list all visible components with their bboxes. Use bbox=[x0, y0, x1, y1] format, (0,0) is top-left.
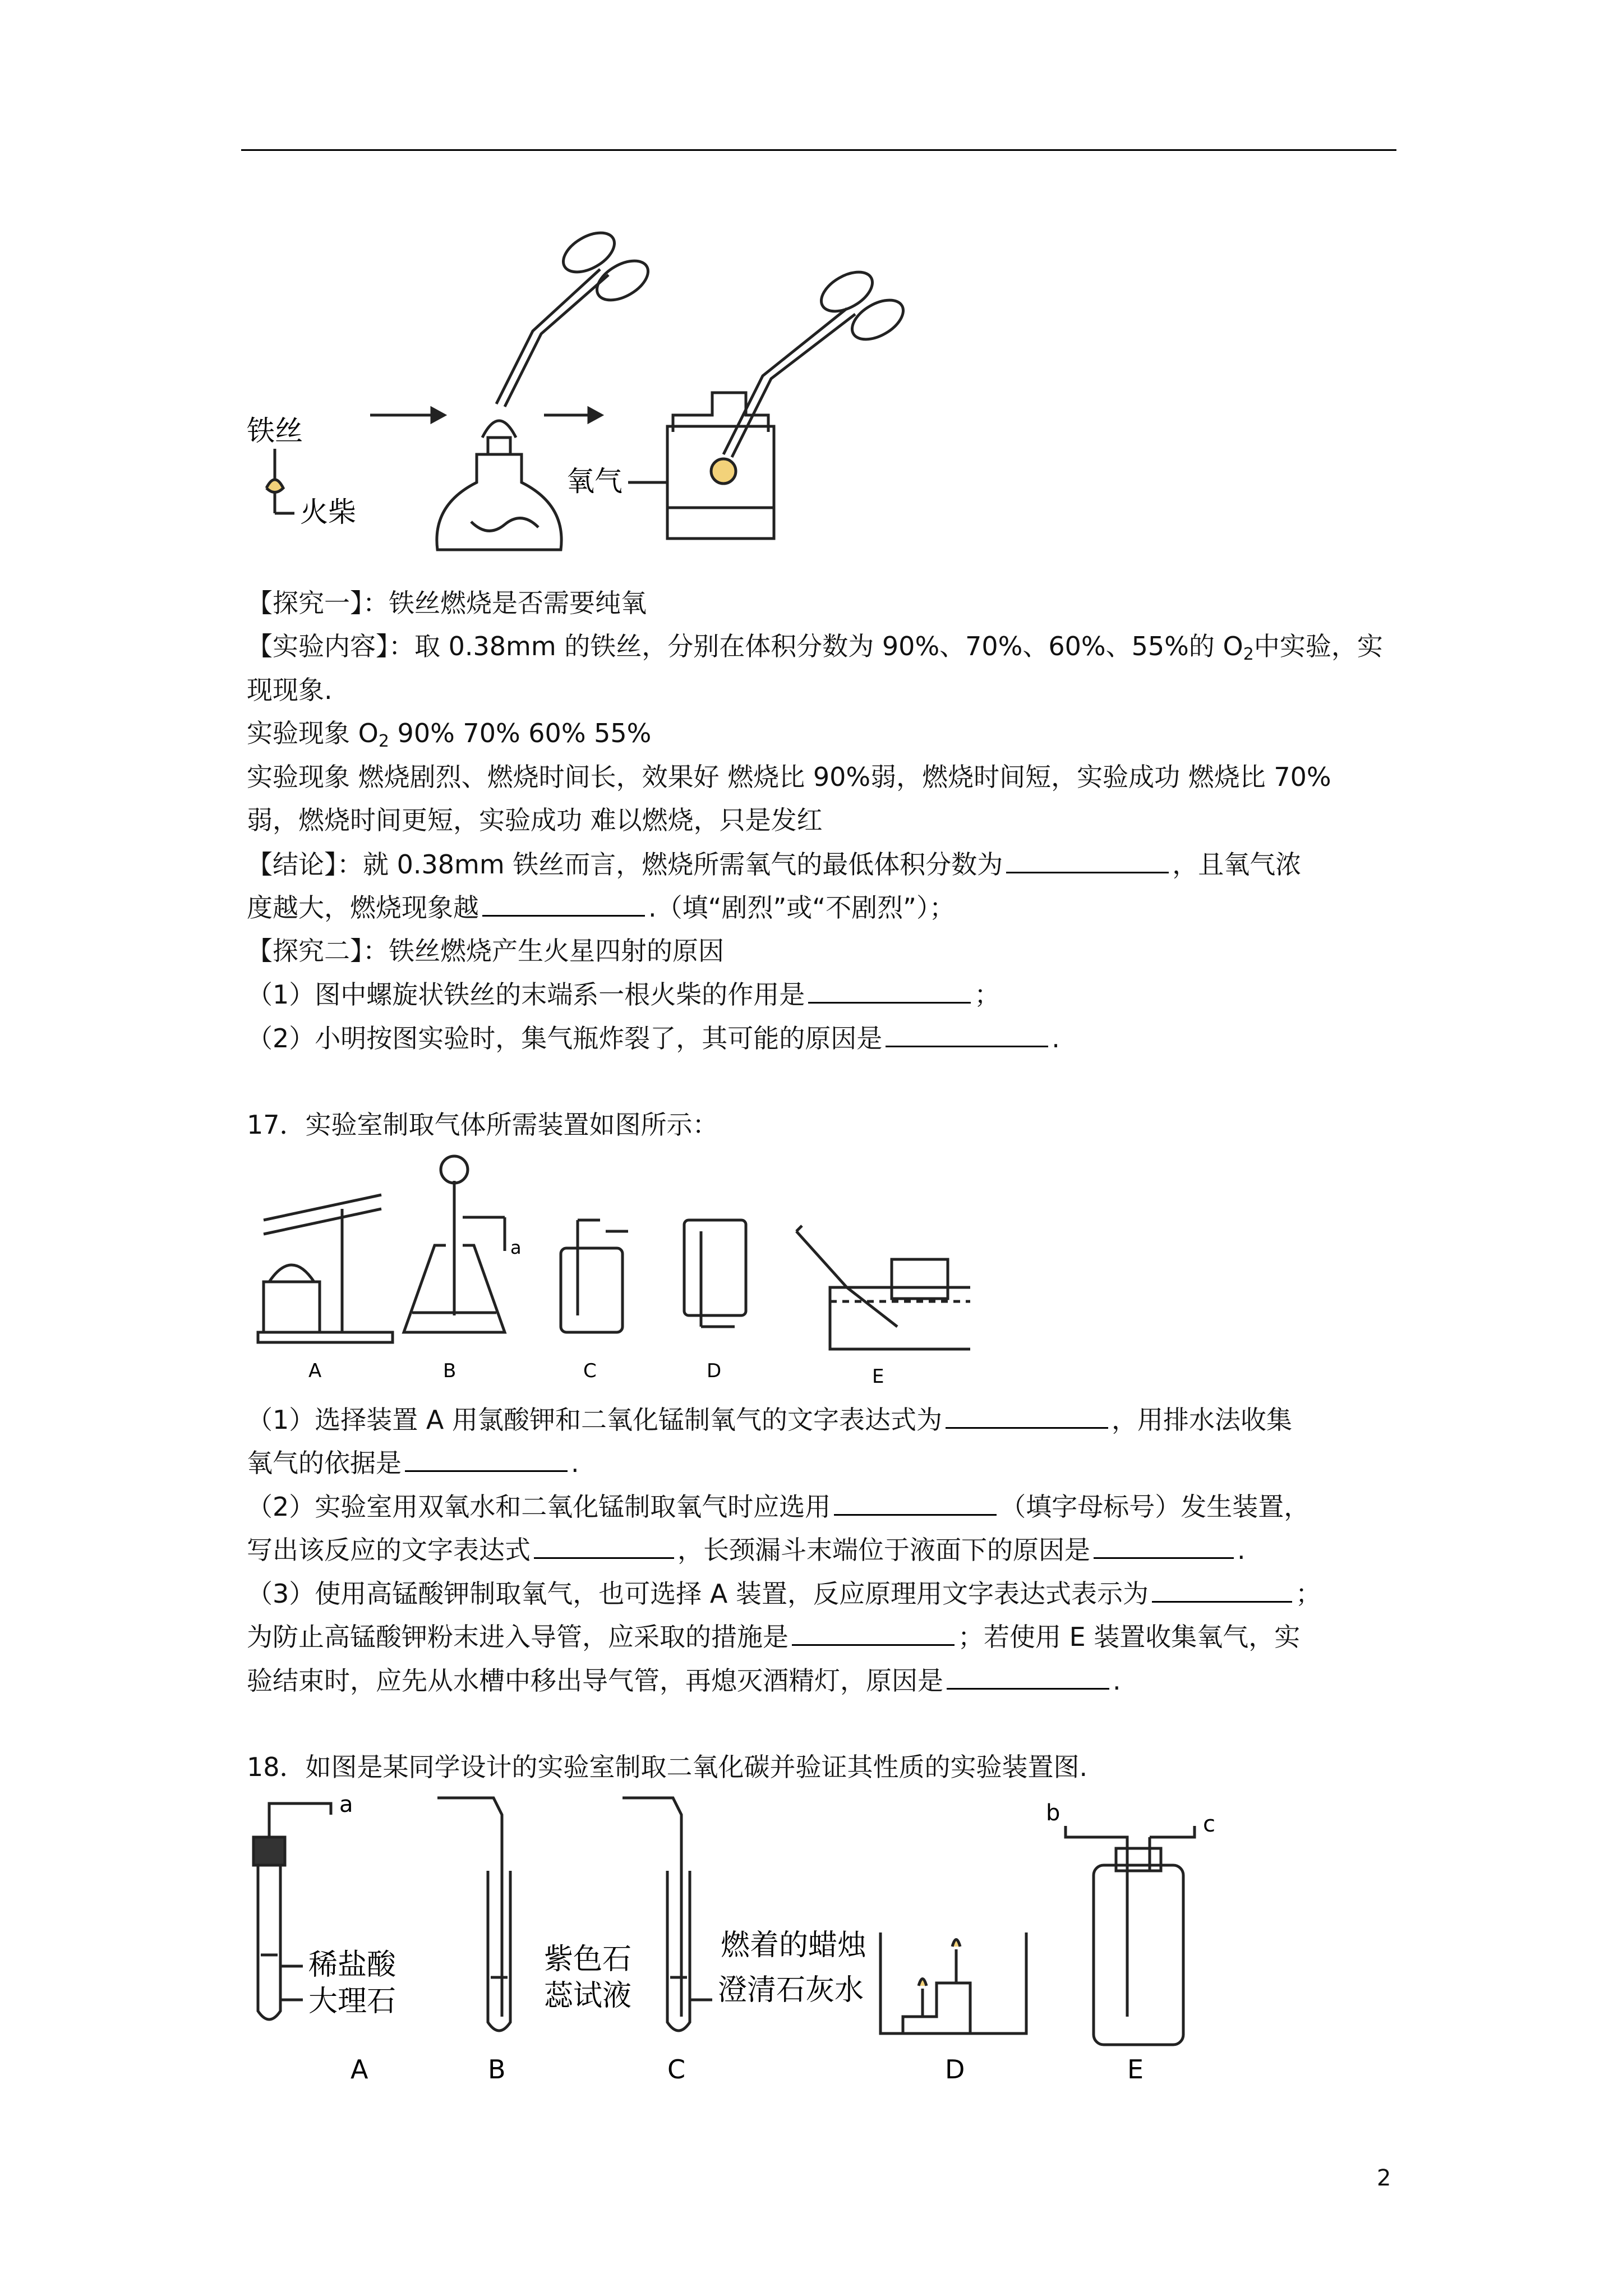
q2-end: . bbox=[1052, 1023, 1060, 1053]
answer-blank[interactable] bbox=[534, 1533, 674, 1559]
o2-subscript: 2 bbox=[1243, 645, 1254, 664]
apparatus-label-e: E bbox=[872, 1365, 884, 1388]
experiment-content-line1 bbox=[247, 629, 1383, 671]
tag-c: c bbox=[1203, 1811, 1215, 1837]
apparatus-tag-a: a bbox=[510, 1237, 522, 1258]
page-number: 2 bbox=[1377, 2165, 1391, 2191]
phenomenon-header-b: 90% 70% 60% 55% bbox=[389, 718, 652, 748]
conclusion-c: 度越大，燃烧现象越 bbox=[247, 892, 479, 923]
apparatus18-label-b: B bbox=[488, 2054, 506, 2085]
apparatus-label-b: B bbox=[443, 1360, 457, 1382]
p17-q1-c: 氧气的依据是 bbox=[247, 1448, 402, 1478]
phenomenon-line2: 弱，燃烧时间更短，实验成功 难以燃烧，只是发红 bbox=[247, 805, 823, 835]
apparatus-label-c: C bbox=[583, 1360, 597, 1382]
explore1-title: 【探究一】：铁丝燃烧是否需要纯氧 bbox=[247, 588, 647, 618]
q1-text: （1）图中螺旋状铁丝的末端系一根火柴的作用是 bbox=[247, 979, 805, 1010]
label-limewater: 澄清石灰水 bbox=[718, 1973, 864, 2007]
p17-q3-b: ； bbox=[1295, 1579, 1321, 1609]
p17-q3-d: ；若使用 E 装置收集氧气，实 bbox=[958, 1622, 1301, 1652]
p17-q1-line1 bbox=[247, 1402, 1292, 1437]
question-2 bbox=[247, 1021, 1060, 1055]
p17-q2-c: 写出该反应的文字表达式 bbox=[247, 1535, 531, 1565]
answer-blank[interactable] bbox=[886, 1021, 1048, 1047]
label-oxygen: 氧气 bbox=[566, 465, 623, 498]
p17-q3-f: . bbox=[1113, 1665, 1121, 1696]
tag-b: b bbox=[1046, 1800, 1061, 1826]
figure-co2-apparatus bbox=[241, 1792, 1251, 2095]
p17-q3-line1 bbox=[247, 1576, 1321, 1611]
answer-blank[interactable] bbox=[834, 1489, 997, 1516]
conclusion-line2 bbox=[247, 890, 955, 924]
conclusion-b: ，且氧气浓 bbox=[1172, 849, 1302, 880]
p17-q2-a: （2）实验室用双氧水和二氧化锰制取氧气时应选用 bbox=[247, 1492, 831, 1522]
content-text-b: 中实验，实 bbox=[1253, 631, 1383, 661]
conclusion-a: 【结论】：就 0.38mm 铁丝而言，燃烧所需氧气的最低体积分数为 bbox=[247, 849, 1003, 880]
label-burning-candle: 燃着的蜡烛 bbox=[721, 1929, 867, 1962]
p17-q1-b: ，用排水法收集 bbox=[1111, 1405, 1292, 1435]
problem18-title: 18．如图是某同学设计的实验室制取二氧化碳并验证其性质的实验装置图. bbox=[247, 1752, 1088, 1782]
p17-q3-a: （3）使用高锰酸钾制取氧气，也可选择 A 装置，反应原理用文字表达式表示为 bbox=[247, 1579, 1149, 1609]
o2-subscript-2: 2 bbox=[378, 731, 389, 751]
apparatus18-label-c: C bbox=[667, 2054, 686, 2085]
p17-q3-line3 bbox=[247, 1663, 1121, 1697]
header-rule bbox=[241, 149, 1396, 151]
phenomenon-header-a: 实验现象 O bbox=[247, 718, 379, 748]
answer-blank[interactable] bbox=[947, 1663, 1109, 1690]
p17-q1-a: （1）选择装置 A 用氯酸钾和二氧化锰制氧气的文字表达式为 bbox=[247, 1405, 942, 1435]
problem17-title: 17．实验室制取气体所需装置如图所示： bbox=[247, 1110, 718, 1140]
apparatus18-label-d: D bbox=[945, 2054, 965, 2085]
p17-q3-line2 bbox=[247, 1619, 1300, 1654]
content-text-a: 【实验内容】：取 0.38mm 的铁丝，分别在体积分数为 90%、70%、60%、55%的 O bbox=[247, 631, 1243, 661]
p17-q1-line2 bbox=[247, 1446, 579, 1480]
answer-blank[interactable] bbox=[1094, 1533, 1234, 1559]
answer-blank[interactable] bbox=[946, 1402, 1108, 1429]
apparatus-label-d: D bbox=[707, 1360, 722, 1382]
answer-blank[interactable] bbox=[792, 1619, 955, 1646]
p17-q2-e: . bbox=[1237, 1535, 1246, 1565]
phenomenon-header bbox=[247, 716, 651, 758]
apparatus18-label-a: A bbox=[351, 2054, 368, 2085]
figure-iron-wire-combustion bbox=[241, 191, 970, 583]
apparatus-label-a: A bbox=[308, 1360, 322, 1382]
label-litmus-2: 蕊试液 bbox=[544, 1979, 632, 2013]
figure-gas-apparatus bbox=[241, 1147, 970, 1388]
label-hydrochloric-acid: 稀盐酸 bbox=[308, 1948, 396, 1982]
label-iron-wire: 铁丝 bbox=[247, 415, 303, 447]
q2-text: （2）小明按图实验时，集气瓶炸裂了，其可能的原因是 bbox=[247, 1023, 883, 1053]
label-match: 火柴 bbox=[300, 496, 356, 528]
p17-q2-b: （填字母标号）发生装置， bbox=[1000, 1492, 1310, 1522]
answer-blank[interactable] bbox=[808, 977, 971, 1004]
tag-a: a bbox=[339, 1792, 353, 1818]
q1-end: ； bbox=[974, 979, 1000, 1010]
label-marble: 大理石 bbox=[308, 1985, 396, 2018]
p17-q2-line2 bbox=[247, 1533, 1246, 1567]
p17-q2-d: ，长颈漏斗末端位于液面下的原因是 bbox=[677, 1535, 1090, 1565]
conclusion-line1 bbox=[247, 847, 1301, 881]
answer-blank[interactable] bbox=[1006, 847, 1169, 873]
p17-q3-e: 验结束时，应先从水槽中移出导气管，再熄灭酒精灯，原因是 bbox=[247, 1665, 943, 1696]
answer-blank[interactable] bbox=[482, 890, 645, 917]
answer-blank[interactable] bbox=[405, 1446, 568, 1472]
question-1 bbox=[247, 977, 1000, 1011]
explore2-title: 【探究二】：铁丝燃烧产生火星四射的原因 bbox=[247, 936, 724, 966]
phenomenon-line1: 实验现象 燃烧剧烈、燃烧时间长，效果好 燃烧比 90%弱，燃烧时间短，实验成功 燃烧比 70% bbox=[247, 762, 1331, 792]
answer-blank[interactable] bbox=[1152, 1576, 1292, 1603]
p17-q2-line1 bbox=[247, 1489, 1310, 1524]
apparatus18-label-e: E bbox=[1127, 2054, 1144, 2085]
experiment-content-line2: 现现象. bbox=[247, 675, 333, 705]
label-litmus-1: 紫色石 bbox=[544, 1943, 632, 1976]
p17-q3-c: 为防止高锰酸钾粉末进入导管，应采取的措施是 bbox=[247, 1622, 789, 1652]
conclusion-d: .（填“剧烈”或“不剧烈”）； bbox=[648, 892, 955, 923]
p17-q1-d: . bbox=[571, 1448, 579, 1478]
